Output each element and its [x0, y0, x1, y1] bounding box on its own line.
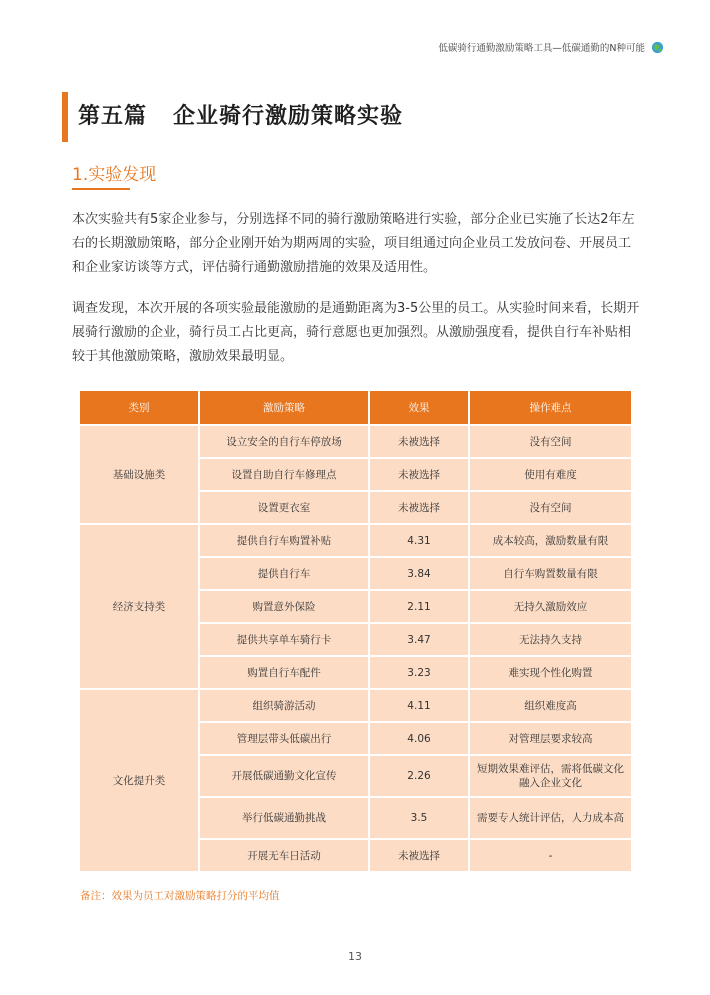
strategy-cell: 提供自行车购置补贴	[200, 525, 370, 558]
header-effect: 效果	[370, 391, 470, 426]
section-underline	[72, 188, 130, 190]
effect-cell: 未被选择	[370, 492, 470, 525]
difficulty-cell: 没有空间	[470, 426, 631, 459]
category-cell: 文化提升类	[80, 690, 200, 873]
difficulty-cell: 无法持久支持	[470, 624, 631, 657]
table-row	[80, 525, 631, 558]
effect-cell: 3.23	[370, 657, 470, 690]
strategy-cell: 举行低碳通勤挑战	[200, 798, 370, 840]
difficulty-cell: 对管理层要求较高	[470, 723, 631, 756]
category-cell: 基础设施类	[80, 426, 200, 525]
title-accent-bar	[62, 92, 68, 142]
page-title: 第五篇 企业骑行激励策略实验	[78, 104, 403, 129]
table-row	[80, 690, 631, 723]
effect-cell: 未被选择	[370, 840, 470, 873]
difficulty-cell: 自行车购置数量有限	[470, 558, 631, 591]
strategy-cell: 购置意外保险	[200, 591, 370, 624]
effect-cell: 4.11	[370, 690, 470, 723]
table-row	[80, 426, 631, 459]
strategy-cell: 开展无车日活动	[200, 840, 370, 873]
difficulty-cell: 短期效果难评估，需将低碳文化融入企业文化	[470, 756, 631, 798]
table-header-row	[80, 391, 631, 426]
strategy-cell: 购置自行车配件	[200, 657, 370, 690]
difficulty-cell: -	[470, 840, 631, 873]
strategy-cell: 设置自助自行车修理点	[200, 459, 370, 492]
difficulty-cell: 使用有难度	[470, 459, 631, 492]
effect-cell: 3.84	[370, 558, 470, 591]
effect-cell: 3.5	[370, 798, 470, 840]
earth-leaf-icon	[651, 41, 664, 54]
effect-cell: 2.11	[370, 591, 470, 624]
paragraph-2: 调查发现，本次开展的各项实验最能激励的是通勤距离为3-5公里的员工。从实验时间来看，长期开展骑行激励的企业，骑行员工占比更高，骑行意愿也更加强烈。从激励强度看，提供自行车补贴相较于其他激励策略，激励效果最明显。	[72, 301, 640, 364]
running-header-title: 低碳骑行通勤激励策略工具—低碳通勤的N种可能	[438, 43, 645, 54]
header-difficulty: 操作难点	[470, 391, 631, 426]
running-header	[438, 40, 664, 54]
table-note: 备注：效果为员工对激励策略打分的平均值	[80, 890, 280, 902]
difficulty-cell: 组织难度高	[470, 690, 631, 723]
header-strategy: 激励策略	[200, 391, 370, 426]
effect-cell: 4.31	[370, 525, 470, 558]
page-title-block	[62, 92, 403, 142]
effect-cell: 4.06	[370, 723, 470, 756]
effect-cell: 未被选择	[370, 459, 470, 492]
section-title: 1.实验发现	[72, 165, 157, 185]
strategy-cell: 提供自行车	[200, 558, 370, 591]
effect-cell: 未被选择	[370, 426, 470, 459]
strategy-cell: 提供共享单车骑行卡	[200, 624, 370, 657]
difficulty-cell: 需要专人统计评估，人力成本高	[470, 798, 631, 840]
strategy-cell: 设置更衣室	[200, 492, 370, 525]
difficulty-cell: 没有空间	[470, 492, 631, 525]
effect-cell: 3.47	[370, 624, 470, 657]
page-number: 13	[348, 950, 362, 963]
strategy-cell: 管理层带头低碳出行	[200, 723, 370, 756]
strategy-cell: 开展低碳通勤文化宣传	[200, 756, 370, 798]
effect-cell: 2.26	[370, 756, 470, 798]
difficulty-cell: 成本较高，激励数量有限	[470, 525, 631, 558]
difficulty-cell: 无持久激励效应	[470, 591, 631, 624]
strategy-cell: 设立安全的自行车停放场	[200, 426, 370, 459]
paragraph-1: 本次实验共有5家企业参与，分别选择不同的骑行激励策略进行实验，部分企业已实施了长达2年左右的长期激励策略，部分企业刚开始为期两周的实验，项目组通过向企业员工发放问卷、开展员工和企业家访谈等方式，评估骑行通勤激励措施的效果及适用性。	[72, 212, 635, 275]
strategy-table	[80, 391, 631, 873]
strategy-cell: 组织骑游活动	[200, 690, 370, 723]
header-category: 类别	[80, 391, 200, 426]
difficulty-cell: 难实现个性化购置	[470, 657, 631, 690]
category-cell: 经济支持类	[80, 525, 200, 690]
